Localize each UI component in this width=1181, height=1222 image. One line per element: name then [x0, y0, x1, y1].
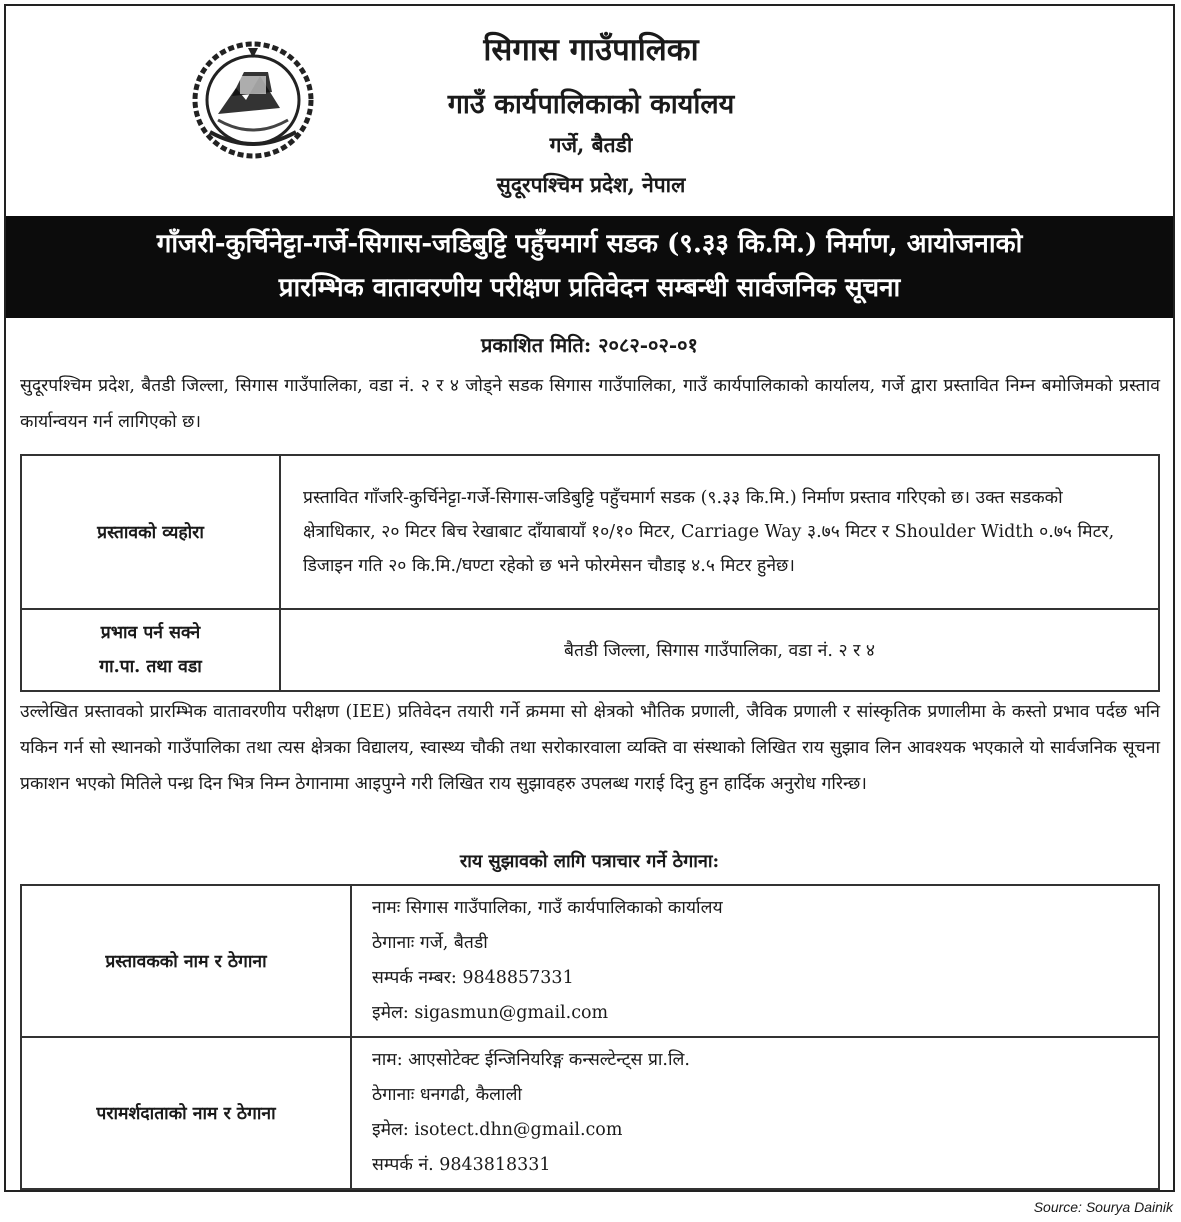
- table-row: [21, 455, 1159, 609]
- address-heading: राय सुझावको लागि पत्राचार गर्ने ठेगाना:: [459, 851, 720, 872]
- affected-area-value: बैतडी जिल्ला, सिगास गाउँपालिका, वडा नं. २ र ४: [280, 609, 1159, 691]
- header-text: [316, 28, 866, 199]
- office-location: गर्जे, बैतडी: [549, 132, 633, 157]
- proponent-phone: सम्पर्क नम्बर: 9848857331: [372, 968, 574, 988]
- affected-area-label-line-1: प्रभाव पर्न सक्ने: [100, 623, 201, 643]
- consultant-details: [351, 1037, 1159, 1189]
- address-table: [20, 884, 1160, 1190]
- province-name: सुदूरपश्चिम प्रदेश, नेपाल: [496, 172, 686, 197]
- title-line-1: गाँजरी-कुर्चिनेट्टा-गर्जे-सिगास-जडिबुट्टि पहुँचमार्ग सडक (९.३३ कि.मि.) निर्माण, आयोजनाको: [156, 229, 1023, 259]
- proponent-email: इमेल: sigasmun@gmail.com: [372, 1003, 609, 1023]
- proponent-label: प्रस्तावकको नाम र ठेगाना: [21, 885, 351, 1037]
- table-row: [21, 609, 1159, 691]
- notice-frame: [4, 4, 1175, 1192]
- request-paragraph: उल्लेखित प्रस्तावको प्रारम्भिक वातावरणीय परीक्षण (IEE) प्रतिवेदन तयारी गर्ने क्रममा सो क्षेत्रको भौतिक प्रणाली, जैविक प्रणाली र सांस्कृतिक प्रणालीमा के कस्तो प्रभाव पर्दछ भनि यकिन गर्न सो स्थानको गाउँपालिका तथा त्यस क्षेत्रका विद्यालय, स्वास्थ्य चौकी तथा सरोकारवाला व्यक्ति वा संस्थाको लिखित राय सुझाव लिन आवश्यक भएकाले यो सार्वजनिक सूचना प्रकाशन भएको मितिले पन्ध्र दिन भित्र निम्न ठेगानामा आइपुग्ने गरी लिखित राय सुझावहरु उपलब्ध गराई दिनु हुन हार्दिक अनुरोध गरिन्छ।: [20, 702, 1160, 794]
- municipality-name: सिगास गाउँपालिका: [483, 32, 699, 68]
- table-row: [21, 885, 1159, 1037]
- published-date: प्रकाशित मिति: २०८२-०२-०१: [481, 333, 698, 357]
- affected-area-label-line-2: गा.पा. तथा वडा: [99, 657, 202, 677]
- notice-title-banner: [6, 216, 1173, 318]
- office-name: गाउँ कार्यपालिकाको कार्यालय: [447, 89, 735, 120]
- proponent-details: [351, 885, 1159, 1037]
- consultant-phone: सम्पर्क नं. 9843818331: [372, 1155, 551, 1175]
- proposal-description-value: प्रस्तावित गाँजरि-कुर्चिनेट्टा-गर्जे-सिगास-जडिबुट्टि पहुँचमार्ग सडक (९.३३ कि.मि.) निर्माण प्रस्ताव गरिएको छ। उक्त सडकको क्षेत्राधिकार, २० मिटर बिच रेखाबाट दाँयाबायाँ १०/१० मिटर, Carriage Way ३.७५ मिटर र Shoulder Width ०.७५ मिटर, डिजाइन गति २० कि.मि./घण्टा रहेको छ भने फोरमेसन चौडाइ ४.५ मिटर हुनेछ।: [280, 455, 1159, 609]
- consultant-name: नाम: आएसोटेक्ट ईन्जिनियरिङ्ग कन्सल्टेन्ट्स प्रा.लि.: [372, 1050, 690, 1070]
- proponent-address: ठेगानाः गर्जे, बैतडी: [372, 933, 488, 953]
- proposal-table: [20, 454, 1160, 692]
- proposal-description-label: प्रस्तावको व्यहोरा: [21, 455, 280, 609]
- affected-area-label: [21, 609, 280, 691]
- nepal-government-emblem-icon: [188, 36, 318, 160]
- proponent-name: नामः सिगास गाउँपालिका, गाउँ कार्यपालिकाको कार्यालय: [372, 898, 723, 918]
- table-row: [21, 1037, 1159, 1189]
- title-line-2: प्रारम्भिक वातावरणीय परीक्षण प्रतिवेदन सम्बन्धी सार्वजनिक सूचना: [278, 273, 901, 303]
- consultant-address: ठेगानाः धनगढी, कैलाली: [372, 1085, 522, 1105]
- notice-header: [6, 6, 1173, 218]
- consultant-email: इमेल: isotect.dhn@gmail.com: [372, 1120, 623, 1140]
- source-credit: Source: Sourya Dainik: [1033, 1199, 1173, 1215]
- intro-paragraph: सुदूरपश्चिम प्रदेश, बैतडी जिल्ला, सिगास गाउँपालिका, वडा नं. २ र ४ जोड्ने सडक सिगास गाउँपालिका, गाउँ कार्यपालिकाको कार्यालय, गर्जे द्वारा प्रस्तावित निम्न बमोजिमको प्रस्ताव कार्यान्वयन गर्न लागिएको छ।: [20, 376, 1160, 432]
- consultant-label: परामर्शदाताको नाम र ठेगाना: [21, 1037, 351, 1189]
